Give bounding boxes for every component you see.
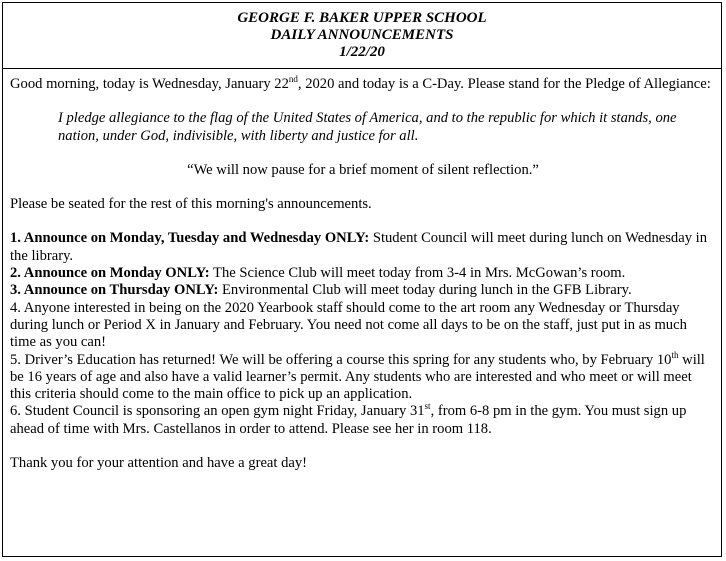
announcement-list [10, 230, 716, 438]
item-text-cont: , from 6-8 pm in the gym. You must sign up ahead of time with Mrs. Castellanos in order to attend. Please see her in room 118. [10, 403, 687, 437]
closing-text: Thank you for your attention and have a great day! [10, 455, 308, 472]
seated-text: Please be seated for the rest of this morning's announcements. [10, 196, 372, 213]
item-text: Environmental Club will meet today during lunch in the GFB Library. [218, 282, 632, 299]
list-item [10, 282, 716, 299]
list-item: 4. Anyone interested in being on the 2020 Yearbook staff should come to the art room any Wednesday or Thursday during lunch or Period X in January and February. You need not come all days to be on the staff, just put in as much time as you can! [10, 299, 687, 351]
intro-text: Good morning, today is Wednesday, January 22 [10, 76, 289, 92]
item-label: 3. Announce on Thursday ONLY: [10, 282, 219, 299]
school-name: GEORGE F. BAKER UPPER SCHOOL [237, 10, 487, 26]
intro-paragraph [10, 76, 716, 93]
list-item [10, 349, 716, 404]
item-text: 5. Driver’s Education has returned! We will be offering a course this spring for any students who, by February 10 [10, 351, 672, 368]
reflection-text: “We will now pause for a brief moment of silent reflection.” [187, 161, 539, 178]
page-title: DAILY ANNOUNCEMENTS [270, 27, 454, 43]
list-item [10, 265, 716, 282]
item-text: Student Council will meet during lunch on Wednesday in the library. [10, 230, 708, 264]
pledge-text: I pledge allegiance to the flag of the United States of America, and to the republic for which it stands, one nation, under God, indivisible, with liberty and justice for all. [58, 110, 677, 144]
intro-sup: nd [288, 74, 298, 84]
announcement-date: 1/22/20 [339, 44, 385, 60]
item-sup: st [424, 401, 431, 412]
announcement-frame [2, 2, 722, 557]
item-sup: th [671, 349, 679, 360]
item-text: The Science Club will meet today from 3-4 in Mrs. McGowan’s room. [209, 265, 626, 282]
item-text-cont: will be 16 years of age and also have a valid learner’s permit. Any students who are interested and who meet or will meet this criteria should come to the main office to pick up an application. [10, 351, 705, 403]
list-item [10, 403, 716, 438]
item-label: 1. Announce on Monday, Tuesday and Wednesday ONLY: [10, 230, 370, 247]
header [3, 3, 721, 69]
item-label: 2. Announce on Monday ONLY: [10, 265, 210, 282]
list-item [10, 230, 716, 265]
item-text: 6. Student Council is sponsoring an open gym night Friday, January 31 [10, 403, 425, 420]
announcement-body [10, 76, 716, 472]
intro-text-cont: , 2020 and today is a C-Day. Please stand for the Pledge of Allegiance: [297, 76, 711, 92]
